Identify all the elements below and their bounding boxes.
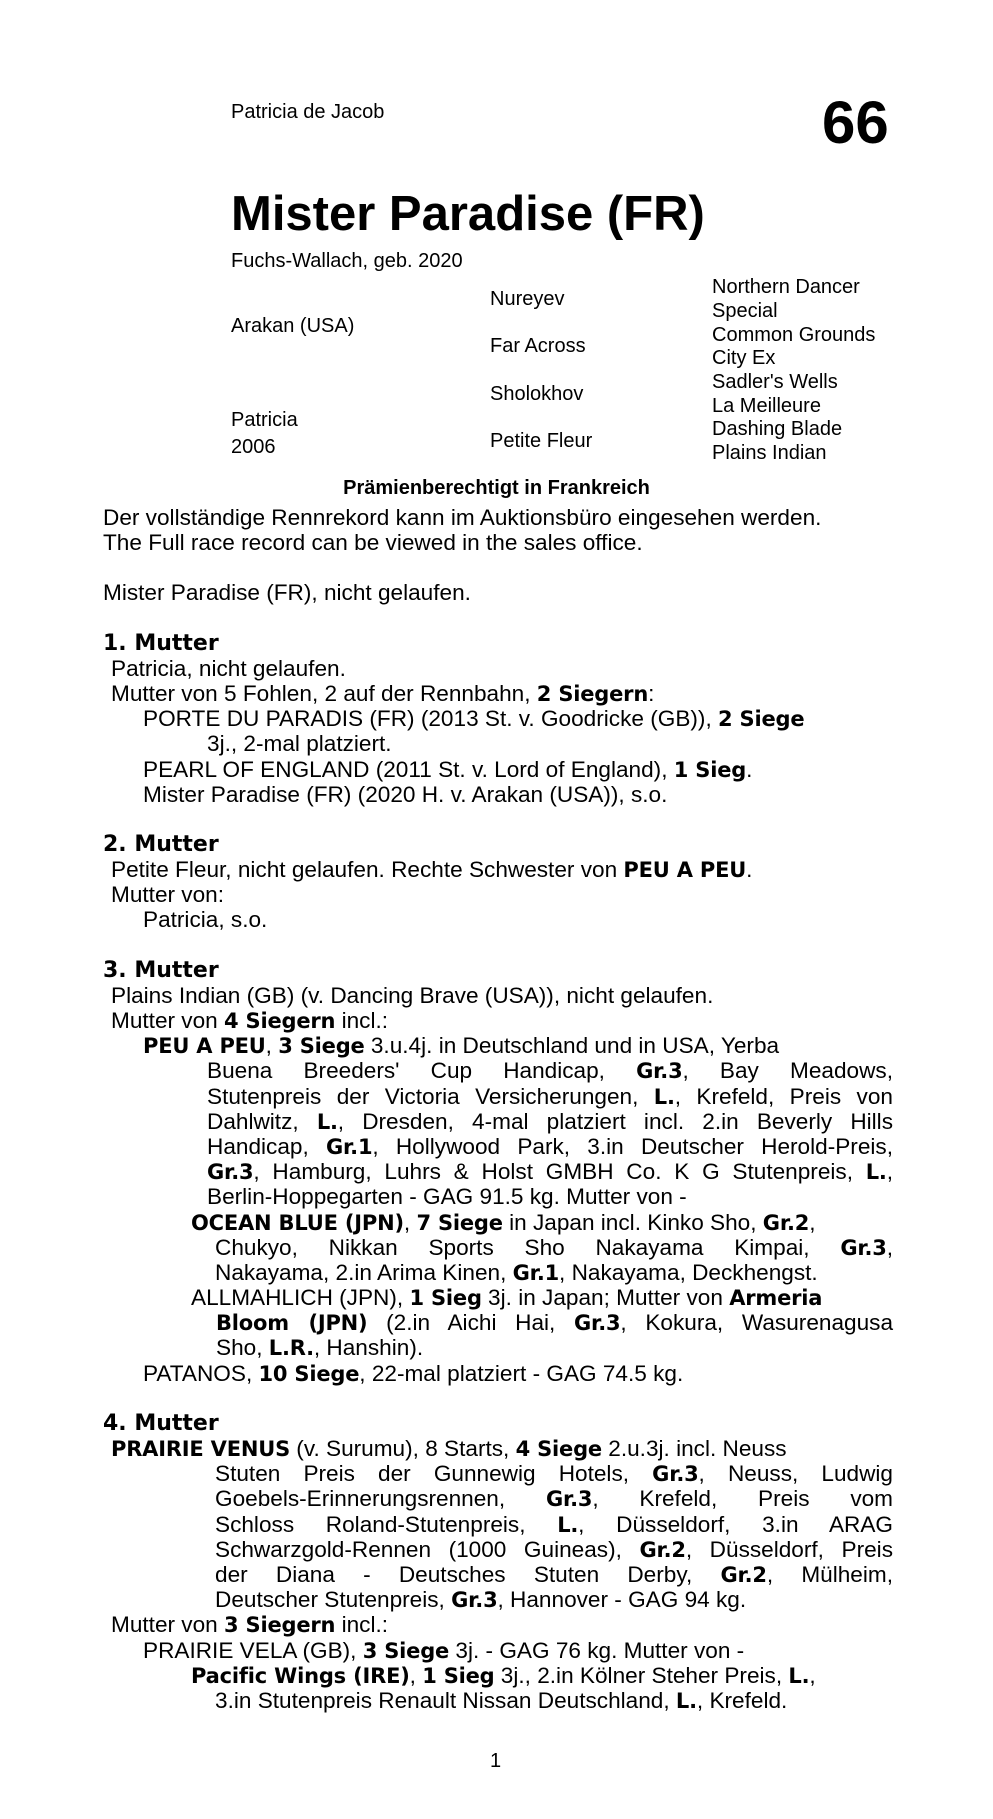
horse-description: Fuchs-Wallach, geb. 2020 <box>231 250 463 272</box>
section-heading-4: 4. Mutter <box>103 1410 219 1436</box>
m4-p1-line: Schloss Roland-Stutenpreis, L., Düsseldorf, 3.in ARAG <box>215 1511 894 1537</box>
pedigree-g3: Plains Indian <box>712 442 827 464</box>
m3-p1-line: Stutenpreis der Victoria Versicherungen, L., Krefeld, Preis von <box>207 1083 893 1109</box>
pedigree-sire-dam: Far Across <box>490 335 586 357</box>
m1-offspring-1-cont: 3j., 2-mal platziert. <box>207 731 392 757</box>
note-en: The Full race record can be viewed in the sales office. <box>103 530 643 556</box>
pedigree-dam: Patricia <box>231 409 298 431</box>
m4-p1-line: Goebels-Erinnerungsrennen, Gr.3, Krefeld, Preis vom <box>215 1486 893 1512</box>
eligibility-note: Prämienberechtigt in Frankreich <box>343 477 650 499</box>
section-heading-1: 1. Mutter <box>103 630 219 656</box>
m3-p1-line: Buena Breeders' Cup Handicap, Gr.3, Bay Meadows, <box>207 1058 893 1084</box>
section-heading-3: 3. Mutter <box>103 957 219 983</box>
m3-p1-line: Gr.3, Hamburg, Luhrs & Holst GMBH Co. K G Stutenpreis, L., <box>207 1159 893 1185</box>
pedigree-g3: Northern Dancer <box>712 276 860 298</box>
pedigree-sire: Arakan (USA) <box>231 315 355 337</box>
m4-p1-line: Schwarzgold-Rennen (1000 Guineas), Gr.2, Düsseldorf, Preis <box>215 1536 893 1562</box>
m4-p1-line: Deutscher Stutenpreis, Gr.3, Hannover - GAG 94 kg. <box>215 1587 747 1613</box>
m4-p2-line: PRAIRIE VELA (GB), 3 Siege 3j. - GAG 76 kg. Mutter von - <box>143 1637 745 1663</box>
pedigree-sire-sire: Nureyev <box>490 288 565 310</box>
m3-p1-line: Handicap, Gr.1, Hollywood Park, 3.in Deutscher Herold-Preis, <box>207 1133 893 1159</box>
m3-p2-line: Chukyo, Nikkan Sports Sho Nakayama Kimpai, Gr.3, <box>215 1234 893 1260</box>
m4-p1-line: der Diana - Deutsches Stuten Derby, Gr.2, Mülheim, <box>215 1561 893 1587</box>
page-number: 1 <box>490 1750 502 1772</box>
m4-p3-line: 3.in Stutenpreis Renault Nissan Deutschland, L., Krefeld. <box>215 1687 788 1713</box>
m1-offspring-3: Mister Paradise (FR) (2020 H. v. Arakan (USA)), s.o. <box>143 781 668 807</box>
m1-offspring-1: PORTE DU PARADIS (FR) (2013 St. v. Goodricke (GB)), 2 Siege <box>143 706 805 732</box>
m4-line-2: Mutter von 3 Siegern incl.: <box>111 1612 389 1638</box>
pedigree-dam-dam: Petite Fleur <box>490 430 593 452</box>
m1-line-2: Mutter von 5 Fohlen, 2 auf der Rennbahn, 2 Siegern: <box>111 680 655 706</box>
m2-line-1: Petite Fleur, nicht gelaufen. Rechte Schwester von PEU A PEU. <box>111 857 753 883</box>
m3-p3-line: ALLMAHLICH (JPN), 1 Sieg 3j. in Japan; Mutter von Armeria <box>191 1285 823 1311</box>
m3-p2-line: Nakayama, 2.in Arima Kinen, Gr.1, Nakayama, Deckhengst. <box>215 1259 818 1285</box>
pedigree-g3: Common Grounds <box>712 324 876 346</box>
pedigree-g3: City Ex <box>712 347 776 369</box>
pedigree-g3: Dashing Blade <box>712 418 843 440</box>
m3-p1-line: Dahlwitz, L., Dresden, 4-mal platziert incl. 2.in Beverly Hills <box>207 1108 893 1134</box>
note-de: Der vollständige Rennrekord kann im Auktionsbüro eingesehen werden. <box>103 505 822 530</box>
m1-offspring-2: PEARL OF ENGLAND (2011 St. v. Lord of England), 1 Sieg. <box>143 756 753 782</box>
horse-summary: Mister Paradise (FR), nicht gelaufen. <box>103 580 471 606</box>
m3-line-2: Mutter von 4 Siegern incl.: <box>111 1008 389 1033</box>
m1-line-1: Patricia, nicht gelaufen. <box>111 655 346 681</box>
pedigree-g3: La Meilleure <box>712 395 821 417</box>
m3-p2-line: OCEAN BLUE (JPN), 7 Siege in Japan incl. Kinko Sho, Gr.2, <box>191 1209 816 1235</box>
m3-p4-line: PATANOS, 10 Siege, 22-mal platziert - GAG 74.5 kg. <box>143 1360 684 1386</box>
pedigree-g3: Sadler's Wells <box>712 371 838 393</box>
m2-line-3: Patricia, s.o. <box>143 907 268 933</box>
m4-p3-line: Pacific Wings (IRE), 1 Sieg 3j., 2.in Kölner Steher Preis, L., <box>191 1662 816 1688</box>
race-record-body <box>103 505 893 1713</box>
m4-p1-line: Stuten Preis der Gunnewig Hotels, Gr.3, Neuss, Ludwig <box>215 1461 893 1487</box>
m3-p1-line: Berlin-Hoppegarten - GAG 91.5 kg. Mutter von - <box>207 1184 687 1210</box>
pedigree-g3: Special <box>712 300 778 322</box>
pedigree-dam-year: 2006 <box>231 436 276 458</box>
horse-name: Mister Paradise (FR) <box>231 187 705 241</box>
m3-p3-line: Sho, L.R., Hanshin). <box>216 1335 424 1361</box>
m3-p3-line: Bloom (JPN) (2.in Aichi Hai, Gr.3, Kokura, Wasurenagusa <box>216 1310 894 1336</box>
m3-p1-line: PEU A PEU, 3 Siege 3.u.4j. in Deutschland und in USA, Yerba <box>143 1033 780 1059</box>
pedigree-dam-sire: Sholokhov <box>490 383 584 405</box>
consignor-name: Patricia de Jacob <box>231 101 385 123</box>
lot-number: 66 <box>822 89 889 156</box>
m4-p1-line: PRAIRIE VENUS (v. Surumu), 8 Starts, 4 Siege 2.u.3j. incl. Neuss <box>111 1436 787 1461</box>
section-heading-2: 2. Mutter <box>103 831 219 857</box>
m3-line-1: Plains Indian (GB) (v. Dancing Brave (USA)), nicht gelaufen. <box>111 982 714 1008</box>
m2-line-2: Mutter von: <box>111 882 225 908</box>
